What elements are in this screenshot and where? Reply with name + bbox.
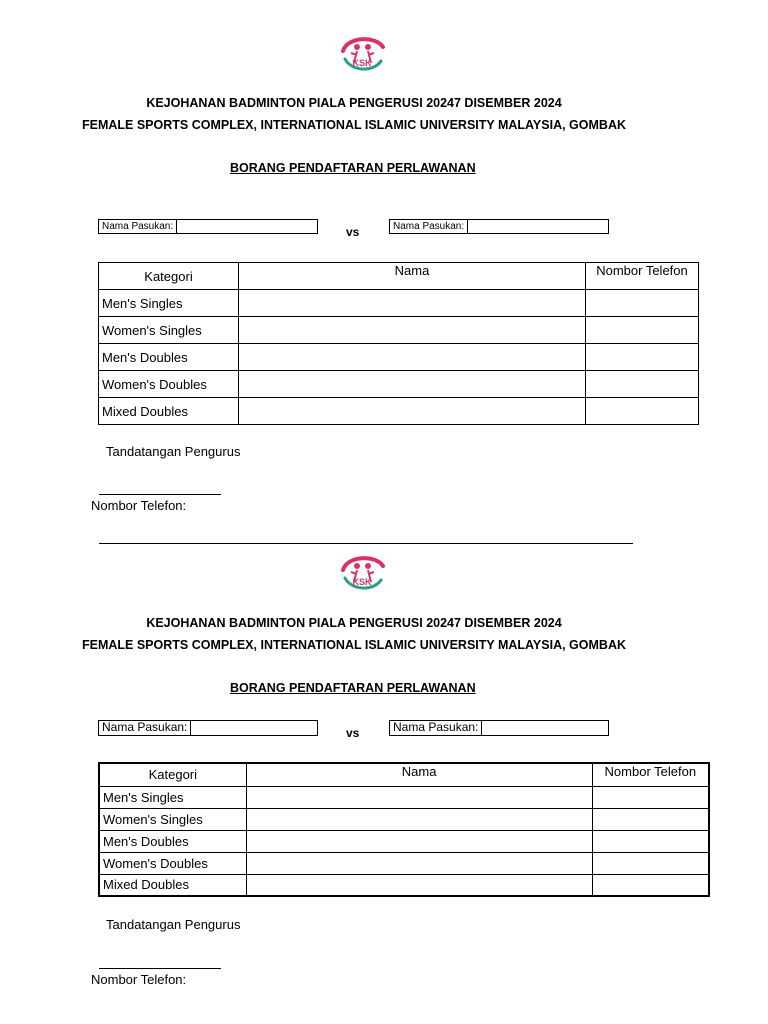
category-cell: Mixed Doubles xyxy=(99,398,239,425)
table-row xyxy=(99,344,699,371)
table-row xyxy=(99,852,709,874)
phone-cell[interactable] xyxy=(586,290,699,317)
event-venue: FEMALE SPORTS COMPLEX, INTERNATIONAL ISLAMIC UNIVERSITY MALAYSIA, GOMBAK xyxy=(81,118,626,132)
table-row xyxy=(99,808,709,830)
team-name-label: Nama Pasukan: xyxy=(390,220,468,233)
signature-label: Tandatangan Pengurus xyxy=(106,444,241,459)
table-header-row xyxy=(99,763,709,786)
ksk-logo-icon xyxy=(337,33,387,77)
name-cell[interactable] xyxy=(246,786,592,808)
phone-cell[interactable] xyxy=(586,398,699,425)
name-cell[interactable] xyxy=(239,371,586,398)
phone-cell[interactable] xyxy=(592,852,709,874)
table-row xyxy=(99,830,709,852)
table-row xyxy=(99,290,699,317)
name-cell[interactable] xyxy=(239,398,586,425)
vs-label: vs xyxy=(346,225,360,239)
phone-cell[interactable] xyxy=(586,371,699,398)
table-row xyxy=(99,398,699,425)
team-name-label: Nama Pasukan: xyxy=(99,220,177,233)
table-row xyxy=(99,371,699,398)
header-kategori: Kategori xyxy=(99,763,246,786)
event-venue: FEMALE SPORTS COMPLEX, INTERNATIONAL ISLAMIC UNIVERSITY MALAYSIA, GOMBAK xyxy=(81,638,626,652)
signature-line[interactable] xyxy=(99,968,221,969)
table-header-row xyxy=(99,263,699,290)
table-row xyxy=(99,786,709,808)
svg-text:KSK: KSK xyxy=(352,577,372,587)
team-name-label: Nama Pasukan: xyxy=(390,721,482,735)
svg-text:KSK: KSK xyxy=(352,58,372,68)
name-cell[interactable] xyxy=(246,830,592,852)
phone-cell[interactable] xyxy=(586,317,699,344)
registration-table xyxy=(98,762,710,897)
category-cell: Men's Singles xyxy=(99,786,246,808)
name-cell[interactable] xyxy=(239,290,586,317)
name-cell[interactable] xyxy=(239,344,586,371)
phone-cell[interactable] xyxy=(592,808,709,830)
name-cell[interactable] xyxy=(246,808,592,830)
category-cell: Mixed Doubles xyxy=(99,874,246,896)
category-cell: Women's Doubles xyxy=(99,371,239,398)
phone-label: Nombor Telefon: xyxy=(91,972,187,987)
phone-cell[interactable] xyxy=(592,830,709,852)
header-nama: Nama xyxy=(239,263,586,290)
header-telefon: Nombor Telefon xyxy=(586,263,699,290)
team-name-field-right[interactable] xyxy=(389,720,609,736)
table-row xyxy=(99,874,709,896)
form-subtitle: BORANG PENDAFTARAN PERLAWANAN xyxy=(230,161,476,175)
name-cell[interactable] xyxy=(246,874,592,896)
cut-line-divider xyxy=(99,543,633,544)
category-cell: Women's Doubles xyxy=(99,852,246,874)
signature-label: Tandatangan Pengurus xyxy=(106,917,241,932)
name-cell[interactable] xyxy=(239,317,586,344)
category-cell: Men's Singles xyxy=(99,290,239,317)
form-subtitle: BORANG PENDAFTARAN PERLAWANAN xyxy=(230,681,476,695)
vs-label: vs xyxy=(346,726,360,740)
team-name-field-left[interactable] xyxy=(98,720,318,736)
name-cell[interactable] xyxy=(246,852,592,874)
header-nama: Nama xyxy=(246,763,592,786)
team-name-field-right[interactable] xyxy=(389,219,609,234)
phone-cell[interactable] xyxy=(586,344,699,371)
event-title: KEJOHANAN BADMINTON PIALA PENGERUSI 20247 DISEMBER 2024 xyxy=(146,616,562,630)
phone-label: Nombor Telefon: xyxy=(91,498,187,513)
category-cell: Men's Doubles xyxy=(99,344,239,371)
header-telefon: Nombor Telefon xyxy=(592,763,709,786)
team-name-field-left[interactable] xyxy=(98,219,318,234)
category-cell: Men's Doubles xyxy=(99,830,246,852)
category-cell: Women's Singles xyxy=(99,317,239,344)
phone-cell[interactable] xyxy=(592,874,709,896)
event-title: KEJOHANAN BADMINTON PIALA PENGERUSI 20247 DISEMBER 2024 xyxy=(146,96,562,110)
phone-cell[interactable] xyxy=(592,786,709,808)
table-row xyxy=(99,317,699,344)
signature-line[interactable] xyxy=(99,494,221,495)
team-name-label: Nama Pasukan: xyxy=(99,721,191,735)
header-kategori: Kategori xyxy=(99,263,239,290)
registration-table xyxy=(98,262,699,425)
ksk-logo-icon xyxy=(337,552,387,596)
category-cell: Women's Singles xyxy=(99,808,246,830)
